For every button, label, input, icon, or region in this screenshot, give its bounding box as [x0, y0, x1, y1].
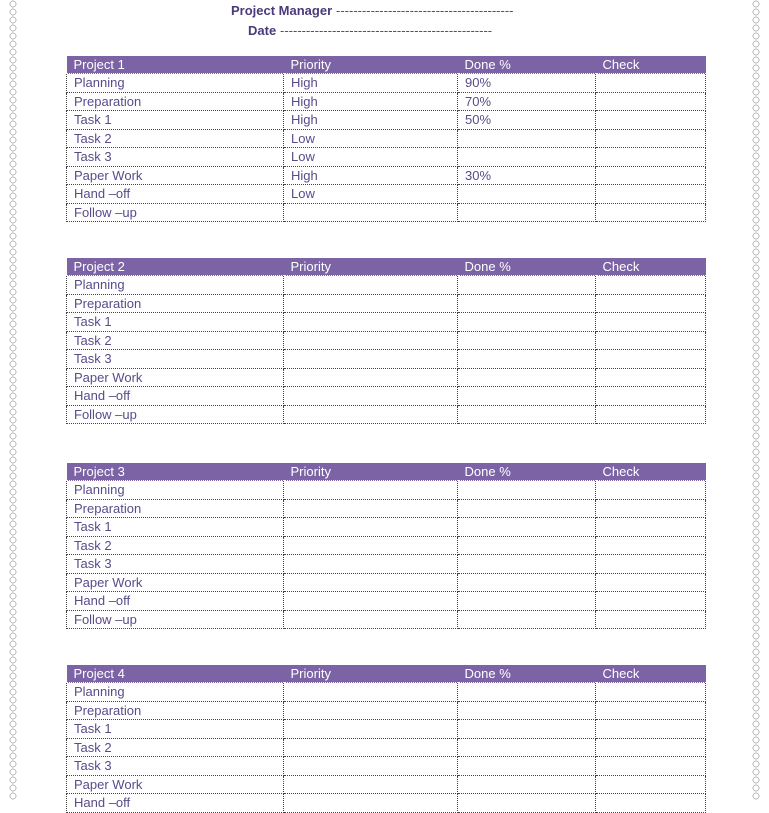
check-cell[interactable]	[596, 350, 706, 369]
project-table	[66, 463, 706, 629]
task-cell: Planning	[67, 481, 284, 500]
done-cell[interactable]	[458, 683, 596, 702]
priority-header: Priority	[284, 665, 458, 683]
table-row	[67, 350, 706, 369]
priority-header: Priority	[284, 463, 458, 481]
task-cell: Hand –off	[67, 592, 284, 611]
table-row	[67, 555, 706, 574]
table-row	[67, 331, 706, 350]
check-cell[interactable]	[596, 387, 706, 406]
check-cell[interactable]	[596, 757, 706, 776]
task-cell: Task 2	[67, 129, 284, 148]
page-border-left	[9, 0, 17, 800]
done-cell[interactable]	[458, 536, 596, 555]
check-cell[interactable]	[596, 331, 706, 350]
priority-cell[interactable]	[284, 555, 458, 574]
priority-cell[interactable]	[284, 518, 458, 537]
priority-cell[interactable]: Low	[284, 129, 458, 148]
priority-cell[interactable]: High	[284, 166, 458, 185]
done-cell[interactable]	[458, 350, 596, 369]
date-field[interactable]: -------------------------------------------------	[280, 23, 493, 38]
table-row	[67, 111, 706, 130]
table-header-row	[67, 463, 706, 481]
done-cell[interactable]	[458, 405, 596, 424]
table-row	[67, 405, 706, 424]
project-table	[66, 258, 706, 424]
done-cell[interactable]	[458, 129, 596, 148]
check-cell[interactable]	[596, 610, 706, 629]
done-header: Done %	[458, 665, 596, 683]
priority-cell[interactable]	[284, 368, 458, 387]
table-row	[67, 757, 706, 776]
table-row	[67, 683, 706, 702]
table-row	[67, 148, 706, 167]
table-row	[67, 203, 706, 222]
check-cell[interactable]	[596, 185, 706, 204]
priority-cell[interactable]	[284, 757, 458, 776]
table-row	[67, 185, 706, 204]
check-cell[interactable]	[596, 518, 706, 537]
done-cell[interactable]	[458, 701, 596, 720]
task-cell: Planning	[67, 74, 284, 93]
done-cell[interactable]: 70%	[458, 92, 596, 111]
table-row	[67, 129, 706, 148]
done-cell[interactable]	[458, 610, 596, 629]
priority-cell[interactable]: High	[284, 111, 458, 130]
done-cell[interactable]: 30%	[458, 166, 596, 185]
task-cell: Task 1	[67, 313, 284, 332]
check-cell[interactable]	[596, 129, 706, 148]
done-cell[interactable]	[458, 573, 596, 592]
task-cell: Task 3	[67, 555, 284, 574]
check-cell[interactable]	[596, 701, 706, 720]
priority-cell[interactable]: Low	[284, 148, 458, 167]
check-cell[interactable]	[596, 555, 706, 574]
table-row	[67, 518, 706, 537]
date-label: Date	[248, 23, 277, 38]
table-row	[67, 368, 706, 387]
priority-cell[interactable]	[284, 701, 458, 720]
table-header-row	[67, 258, 706, 276]
priority-cell[interactable]	[284, 387, 458, 406]
done-cell[interactable]	[458, 313, 596, 332]
done-cell[interactable]	[458, 481, 596, 500]
priority-cell[interactable]	[284, 203, 458, 222]
table-row	[67, 720, 706, 739]
priority-cell[interactable]	[284, 350, 458, 369]
done-cell[interactable]: 90%	[458, 74, 596, 93]
task-cell: Task 2	[67, 331, 284, 350]
check-cell[interactable]	[596, 683, 706, 702]
table-row	[67, 610, 706, 629]
priority-cell[interactable]	[284, 536, 458, 555]
check-cell[interactable]	[596, 111, 706, 130]
check-cell[interactable]	[596, 720, 706, 739]
task-cell: Task 3	[67, 757, 284, 776]
done-cell[interactable]	[458, 592, 596, 611]
table-row	[67, 775, 706, 794]
priority-header: Priority	[284, 56, 458, 74]
priority-cell[interactable]	[284, 276, 458, 295]
task-cell: Paper Work	[67, 775, 284, 794]
priority-cell[interactable]	[284, 481, 458, 500]
priority-cell[interactable]	[284, 331, 458, 350]
task-cell: Preparation	[67, 92, 284, 111]
done-cell[interactable]	[458, 387, 596, 406]
done-cell[interactable]	[458, 794, 596, 813]
done-cell[interactable]	[458, 185, 596, 204]
task-cell: Planning	[67, 276, 284, 295]
task-cell: Hand –off	[67, 387, 284, 406]
check-cell[interactable]	[596, 74, 706, 93]
check-cell[interactable]	[596, 536, 706, 555]
table-row	[67, 166, 706, 185]
table-row	[67, 276, 706, 295]
done-header: Done %	[458, 463, 596, 481]
priority-cell[interactable]	[284, 573, 458, 592]
priority-cell[interactable]	[284, 794, 458, 813]
task-cell: Task 3	[67, 148, 284, 167]
check-cell[interactable]	[596, 738, 706, 757]
table-header-row	[67, 56, 706, 74]
check-header: Check	[596, 665, 706, 683]
done-cell[interactable]	[458, 203, 596, 222]
project-manager-label: Project Manager	[231, 3, 333, 18]
task-cell: Follow –up	[67, 405, 284, 424]
done-cell[interactable]	[458, 738, 596, 757]
check-header: Check	[596, 258, 706, 276]
check-cell[interactable]	[596, 368, 706, 387]
check-cell[interactable]	[596, 405, 706, 424]
done-cell[interactable]	[458, 555, 596, 574]
priority-cell[interactable]	[284, 720, 458, 739]
task-cell: Hand –off	[67, 794, 284, 813]
done-cell[interactable]	[458, 148, 596, 167]
priority-cell[interactable]	[284, 294, 458, 313]
task-cell: Follow –up	[67, 203, 284, 222]
task-cell: Planning	[67, 683, 284, 702]
table-row	[67, 738, 706, 757]
task-cell: Follow –up	[67, 610, 284, 629]
task-cell: Preparation	[67, 701, 284, 720]
priority-cell[interactable]	[284, 610, 458, 629]
done-cell[interactable]	[458, 331, 596, 350]
table-row	[67, 74, 706, 93]
table-row	[67, 387, 706, 406]
priority-cell[interactable]	[284, 683, 458, 702]
priority-cell[interactable]	[284, 592, 458, 611]
project-name-header: Project 3	[67, 463, 284, 481]
priority-cell[interactable]	[284, 775, 458, 794]
priority-cell[interactable]: High	[284, 92, 458, 111]
table-row	[67, 481, 706, 500]
project-manager-field[interactable]: -----------------------------------------	[336, 3, 514, 18]
table-row	[67, 794, 706, 813]
done-cell[interactable]	[458, 775, 596, 794]
check-header: Check	[596, 463, 706, 481]
task-cell: Task 1	[67, 518, 284, 537]
done-cell[interactable]	[458, 368, 596, 387]
task-cell: Task 1	[67, 720, 284, 739]
task-cell: Task 2	[67, 536, 284, 555]
table-row	[67, 499, 706, 518]
table-row	[67, 313, 706, 332]
check-cell[interactable]	[596, 203, 706, 222]
priority-header: Priority	[284, 258, 458, 276]
page-border-right	[752, 0, 760, 800]
table-row	[67, 536, 706, 555]
table-row	[67, 573, 706, 592]
task-cell: Preparation	[67, 499, 284, 518]
priority-cell[interactable]	[284, 405, 458, 424]
task-cell: Preparation	[67, 294, 284, 313]
check-cell[interactable]	[596, 794, 706, 813]
done-header: Done %	[458, 56, 596, 74]
table-row	[67, 701, 706, 720]
done-cell[interactable]	[458, 720, 596, 739]
check-header: Check	[596, 56, 706, 74]
task-cell: Paper Work	[67, 166, 284, 185]
check-cell[interactable]	[596, 573, 706, 592]
done-cell[interactable]	[458, 294, 596, 313]
done-header: Done %	[458, 258, 596, 276]
check-cell[interactable]	[596, 294, 706, 313]
check-cell[interactable]	[596, 592, 706, 611]
done-cell[interactable]: 50%	[458, 111, 596, 130]
check-cell[interactable]	[596, 166, 706, 185]
table-row	[67, 92, 706, 111]
priority-cell[interactable]: Low	[284, 185, 458, 204]
done-cell[interactable]	[458, 757, 596, 776]
priority-cell[interactable]	[284, 738, 458, 757]
priority-cell[interactable]	[284, 313, 458, 332]
check-cell[interactable]	[596, 92, 706, 111]
project-table	[66, 665, 706, 813]
done-cell[interactable]	[458, 518, 596, 537]
table-row	[67, 294, 706, 313]
done-cell[interactable]	[458, 499, 596, 518]
check-cell[interactable]	[596, 276, 706, 295]
check-cell[interactable]	[596, 499, 706, 518]
done-cell[interactable]	[458, 276, 596, 295]
check-cell[interactable]	[596, 313, 706, 332]
task-cell: Paper Work	[67, 573, 284, 592]
task-cell: Task 3	[67, 350, 284, 369]
check-cell[interactable]	[596, 148, 706, 167]
project-name-header: Project 1	[67, 56, 284, 74]
task-cell: Paper Work	[67, 368, 284, 387]
priority-cell[interactable]: High	[284, 74, 458, 93]
task-cell: Task 2	[67, 738, 284, 757]
project-name-header: Project 4	[67, 665, 284, 683]
project-table	[66, 56, 706, 222]
project-name-header: Project 2	[67, 258, 284, 276]
priority-cell[interactable]	[284, 499, 458, 518]
table-row	[67, 592, 706, 611]
check-cell[interactable]	[596, 481, 706, 500]
task-cell: Hand –off	[67, 185, 284, 204]
check-cell[interactable]	[596, 775, 706, 794]
table-header-row	[67, 665, 706, 683]
task-cell: Task 1	[67, 111, 284, 130]
